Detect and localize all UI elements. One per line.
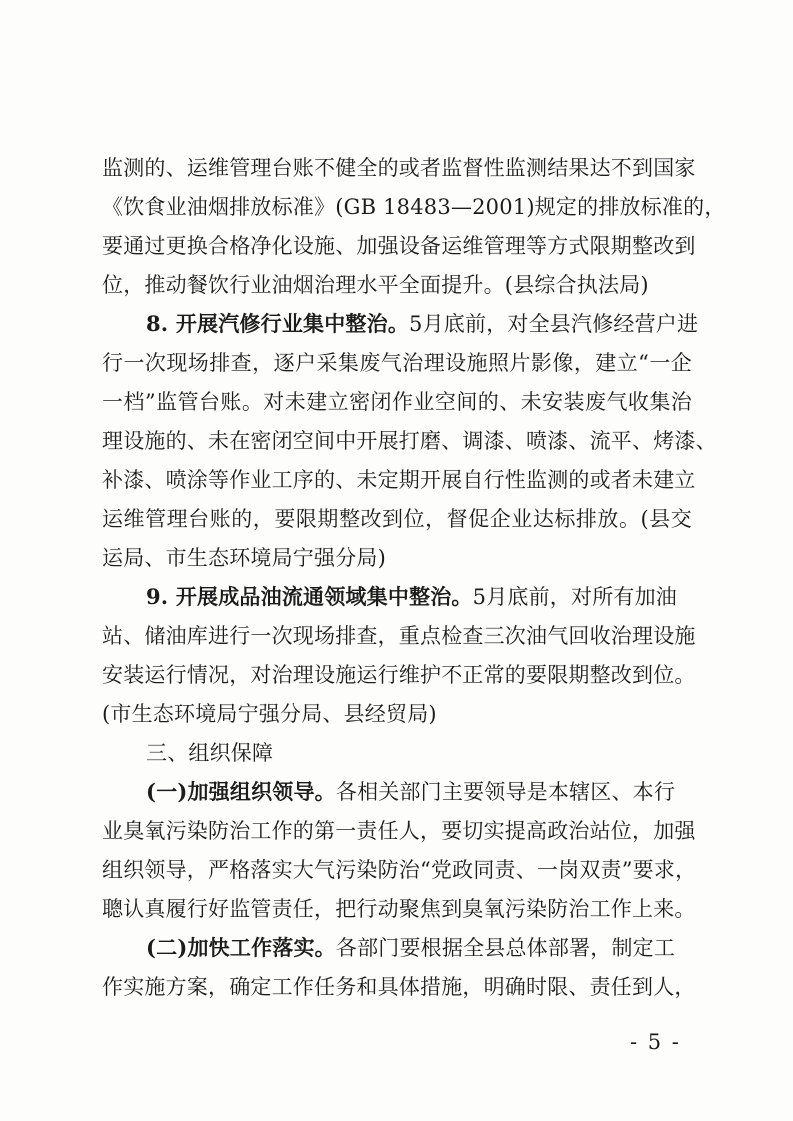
section-title: 三、组织保障 (146, 741, 274, 765)
paragraph-first-line (146, 774, 675, 810)
item-heading: 8. 开展汽修行业集中整治。 (146, 311, 410, 336)
paragraph-line: 业臭氧污染防治工作的第一责任人，要切实提高政治站位，加强 (102, 819, 696, 843)
paragraph-line: 补漆、喷涂等作业工序的、未定期开展自行性监测的或者未建立 (102, 468, 696, 492)
paragraph-line: 安装运行情况，对治理设施运行维护不正常的要限期整改到位。 (102, 663, 696, 687)
paragraph-first-line (146, 579, 677, 615)
item-heading: (二)加快工作落实。 (146, 935, 336, 960)
item-heading: (一)加强组织领导。 (146, 779, 336, 804)
item-heading: 9. 开展成品油流通领域集中整治。 (146, 584, 473, 609)
paragraph-line: 运局、市生态环境局宁强分局) (102, 546, 386, 570)
paragraph-line: 理设施的、未在密闭空间中开展打磨、调漆、喷漆、流平、烤漆、 (102, 429, 717, 453)
paragraph-text: 各部门要根据全县总体部署，制定工 (335, 936, 676, 960)
paragraph-text: 5月底前，对所有加油 (472, 585, 678, 609)
paragraph-line: 组织领导，严格落实大气污染防治“党政同责、一岗双责”要求， (102, 858, 697, 882)
paragraph-line: 聰认真履行好监管责任，把行动聚焦到臭氧污染防治工作上来。 (102, 897, 696, 921)
paragraph-line: 一档”监管台账。对未建立密闭作业空间的、未安装废气收集治 (102, 390, 692, 414)
paragraph-line: 运维管理台账的，要限期整改到位，督促企业达标排放。(县交 (102, 507, 692, 531)
paragraph-text: 各相关部门主要领导是本辖区、本行 (335, 780, 676, 804)
paragraph-text: 5月底前，对全县汽修经营户进 (409, 312, 699, 336)
paragraph-line: 站、储油库进行一次现场排查，重点检查三次油气回收治理设施 (102, 624, 696, 648)
paragraph-line: 监测的、运维管理台账不健全的或者监督性监测结果达不到国家 (102, 156, 696, 180)
paragraph-line: 《饮食业油烟排放标准》(GB 18483—2001)规定的排放标准的， (102, 195, 726, 219)
paragraph-line: 要通过更换合格净化设施、加强设备运维管理等方式限期整改到 (102, 234, 696, 258)
paragraph-line: 位，推动餐饮行业油烟治理水平全面提升。(县综合执法局) (102, 273, 649, 297)
paragraph-line: (市生态环境局宁强分局、县经贸局) (102, 702, 437, 726)
paragraph-line: 行一次现场排查，逐户采集废气治理设施照片影像，建立“一企 (102, 351, 692, 375)
paragraph-line: 作实施方案，确定工作任务和具体措施，明确时限、责任到人， (102, 975, 696, 999)
page-number: - 5 - (630, 1030, 681, 1054)
paragraph-first-line (146, 930, 675, 966)
paragraph-first-line (146, 306, 698, 342)
